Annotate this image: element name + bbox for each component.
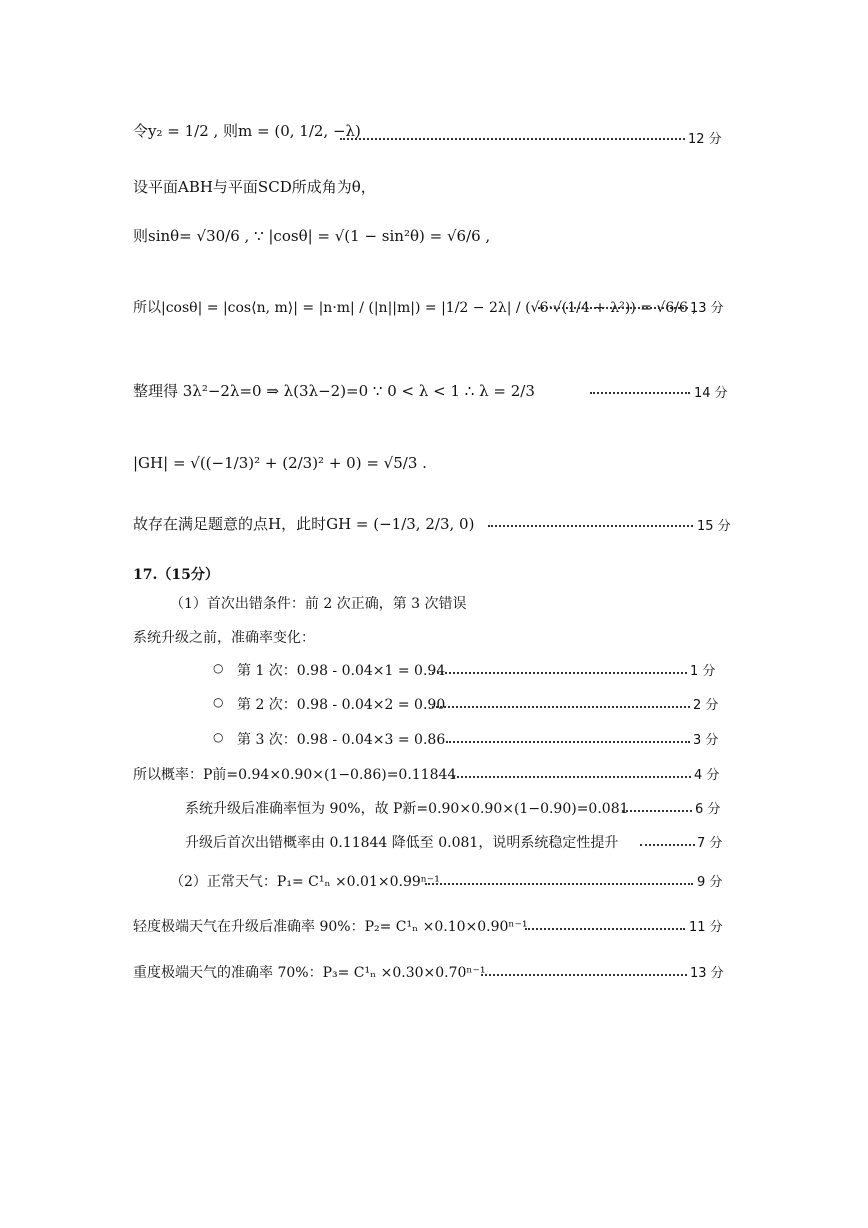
bullet-icon: ○ [213, 695, 224, 709]
bullet-text: 第 3 次：0.98 - 0.04×3 = 0.86 [237, 732, 446, 748]
score-label: 9 分 [697, 875, 723, 890]
dot-leader [488, 523, 693, 527]
score-label: 2 分 [693, 698, 719, 713]
bullet-text: 第 1 次：0.98 - 0.04×1 = 0.94 [237, 663, 446, 679]
part2-normal-line [0, 869, 868, 909]
score-label: 15 分 [697, 519, 731, 534]
dot-leader [622, 808, 692, 812]
score-label: 4 分 [694, 768, 720, 783]
body-text: 系统升级后准确率恒为 90%，故 P新=0.90×0.90×(1−0.90)=0.081 [185, 801, 629, 817]
dot-leader [432, 670, 687, 674]
body-text: 重度极端天气的准确率 70%：P₃= C¹ₙ ×0.30×0.70ⁿ⁻¹ [133, 965, 486, 981]
solution-line-14 [0, 372, 868, 412]
math-text: 整理得 3λ²−2λ=0 ⇒ λ(3λ−2)=0 ∵ 0 < λ < 1 ∴ λ = 2/3 [133, 382, 535, 400]
dot-leader [481, 972, 687, 976]
score-label: 6 分 [695, 802, 721, 817]
dot-leader [453, 774, 691, 778]
conclusion-line [0, 830, 868, 870]
solution-line-12 [0, 118, 868, 158]
score-label: 13 分 [690, 966, 724, 981]
dot-leader [432, 704, 690, 708]
bullet-text: 第 2 次：0.98 - 0.04×2 = 0.90 [237, 697, 446, 713]
score-label: 1 分 [690, 664, 716, 679]
solution-line-gh [0, 444, 868, 484]
score-label: 13 分 [690, 301, 724, 316]
body-text: 系统升级之前，准确率变化： [133, 630, 315, 646]
score-label: 3 分 [693, 733, 719, 748]
math-text: 令y₂ = 1/2 , 则m = (0, 1/2, −λ) [133, 122, 361, 140]
part-text: （1）首次出错条件：前 2 次正确，第 3 次错误 [170, 596, 467, 612]
bullet-icon: ○ [213, 661, 224, 675]
solution-line-sin [0, 215, 868, 255]
dot-leader [425, 881, 693, 885]
dot-leader [538, 305, 688, 309]
dot-leader [640, 842, 695, 846]
body-text: 所以概率：P前=0.94×0.90×(1−0.86)=0.11844 [133, 767, 457, 783]
math-text: 故存在满足题意的点H，此时GH = (−1/3, 2/3, 0) [133, 515, 475, 533]
score-label: 11 分 [689, 920, 723, 935]
score-label: 12 分 [688, 132, 722, 147]
question-heading: 17.（15分） [133, 567, 219, 583]
math-text: 所以|cosθ| = |cos⟨n, m⟩| = |n·m| / (|n||m|) = |1/2 − 2λ| / (√6·√(1/4 + λ²)) = √6/6 , [133, 300, 697, 316]
body-text: 升级后首次出错概率由 0.11844 降低至 0.081，说明系统稳定性提升 [185, 835, 619, 851]
dot-leader [590, 390, 690, 394]
math-text: 设平面ABH与平面SCD所成角为θ， [133, 178, 376, 196]
bullet-icon: ○ [213, 730, 224, 744]
math-text: |GH| = √((−1/3)² + (2/3)² + 0) = √5/3 . [133, 454, 427, 472]
bullet-item [0, 727, 868, 767]
part2-light-line [0, 914, 868, 954]
dot-leader [525, 926, 685, 930]
solution-line-15 [0, 505, 868, 545]
score-label: 14 分 [694, 386, 728, 401]
part2-heavy-line [0, 960, 868, 1000]
solution-line-13 [0, 285, 868, 325]
score-label: 7 分 [697, 836, 723, 851]
dot-leader [340, 136, 685, 140]
body-text: 轻度极端天气在升级后准确率 90%：P₂= C¹ₙ ×0.10×0.90ⁿ⁻¹ [133, 919, 528, 935]
math-text: 则sinθ= √30/6 , ∵ |cosθ| = √(1 − sin²θ) = √6/6 , [133, 227, 491, 245]
dot-leader [446, 739, 690, 743]
solution-line-plane [0, 172, 868, 212]
body-text: （2）正常天气：P₁= C¹ₙ ×0.01×0.99ⁿ⁻¹ [170, 874, 440, 890]
bullet-item [0, 692, 868, 732]
